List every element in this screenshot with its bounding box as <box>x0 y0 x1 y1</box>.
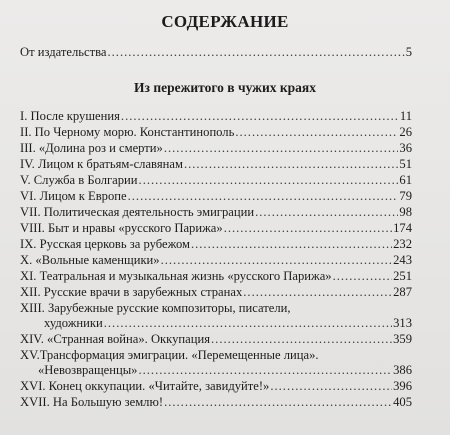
dot-leader <box>211 332 392 347</box>
toc-entry-label-cont: художники <box>44 316 103 330</box>
toc-entry-page: 26 <box>399 125 412 139</box>
toc-entry <box>20 125 412 140</box>
dot-leader <box>270 379 392 394</box>
toc-entry-label: От издательства <box>20 45 107 59</box>
toc-entry <box>20 285 412 300</box>
toc-entry-label: VI. Лицом к Европе <box>20 189 127 203</box>
dot-leader <box>191 237 392 252</box>
toc-entry-label: XIV. «Странная война». Оккупация <box>20 332 211 346</box>
page-title: СОДЕРЖАНИЕ <box>161 12 289 31</box>
toc-entry-label: XVII. На Большую землю! <box>20 395 164 409</box>
toc-entry <box>20 395 412 410</box>
toc-entry-page: 405 <box>393 395 412 409</box>
toc-entry <box>20 332 412 347</box>
dot-leader <box>243 285 392 300</box>
toc-entry-page: 5 <box>405 45 412 59</box>
toc-entry-label: VII. Политическая деятельность эмиграции <box>20 205 255 219</box>
dot-leader <box>104 316 392 331</box>
toc-entry-label: IX. Русская церковь за рубежом <box>20 237 190 251</box>
dot-leader <box>164 395 392 410</box>
toc-entry-label: I. После крушения <box>20 109 120 123</box>
toc-entry <box>20 221 412 236</box>
toc-entry-page: 243 <box>393 253 412 267</box>
toc-entry-label: XII. Русские врачи в зарубежных странах <box>20 285 243 299</box>
toc-entry <box>20 379 412 394</box>
toc-entry <box>20 253 412 268</box>
toc-entry-page: 174 <box>393 221 412 235</box>
toc-entry <box>20 189 412 204</box>
dot-leader <box>121 109 399 124</box>
toc-entry-page: 11 <box>399 109 412 123</box>
toc-entry <box>38 363 412 378</box>
toc-entry-page: 79 <box>399 189 412 203</box>
toc-entry-page: 251 <box>393 269 412 283</box>
toc-entry-front <box>20 45 412 60</box>
toc-entry <box>20 205 412 220</box>
toc-entry-label: III. «Долина роз и смерти» <box>20 141 163 155</box>
toc-entry-page: 232 <box>393 237 412 251</box>
dot-leader <box>224 221 392 236</box>
toc-entry-page: 396 <box>393 379 412 393</box>
toc-entry <box>20 173 412 188</box>
toc-entry-label: XI. Театральная и музыкальная жизнь «русского Парижа» <box>20 269 332 283</box>
toc-entry <box>20 141 412 156</box>
toc-entry-page: 313 <box>393 316 412 330</box>
toc-entry-label: VIII. Быт и нравы «русского Парижа» <box>20 221 223 235</box>
dot-leader <box>128 189 399 204</box>
toc-entry-line1 <box>20 348 319 363</box>
toc-entry-label: XV.Трансформация эмиграции. «Перемещенные лица». <box>20 348 319 362</box>
dot-leader <box>255 205 398 220</box>
toc-entry-label: X. «Вольные каменщики» <box>20 253 160 267</box>
dot-leader <box>184 157 398 172</box>
toc-entry-page: 386 <box>393 363 412 377</box>
toc-entry-page: 36 <box>399 141 412 155</box>
toc-entry-page: 98 <box>399 205 412 219</box>
toc-entry-line1 <box>20 301 291 316</box>
dot-leader <box>333 269 393 284</box>
toc-entry-page: 61 <box>399 173 412 187</box>
toc-entry <box>20 237 412 252</box>
toc-entry <box>20 109 412 124</box>
toc-entry-page: 359 <box>393 332 412 346</box>
dot-leader <box>108 45 405 60</box>
dot-leader <box>139 173 399 188</box>
toc-entry-label: XIII. Зарубежные русские композиторы, писатели, <box>20 301 291 315</box>
toc-entry-page: 287 <box>393 285 412 299</box>
dot-leader <box>235 125 398 140</box>
toc-entry-label: II. По Черному морю. Константинополь <box>20 125 235 139</box>
dot-leader <box>164 141 399 156</box>
toc-entry-label: V. Служба в Болгарии <box>20 173 138 187</box>
toc-entry <box>20 157 412 172</box>
toc-entry-page: 51 <box>399 157 412 171</box>
toc-entry-label-cont: «Невозвращенцы» <box>38 363 138 377</box>
dot-leader <box>161 253 393 268</box>
toc-entry <box>44 316 412 331</box>
section-title: Из пережитого в чужих краях <box>134 80 316 95</box>
toc-entry-label: XVI. Конец оккупации. «Читайте, завидуйте!» <box>20 379 270 393</box>
dot-leader <box>138 363 392 378</box>
toc-entry <box>20 269 412 284</box>
toc-entry-label: IV. Лицом к братьям-славянам <box>20 157 183 171</box>
